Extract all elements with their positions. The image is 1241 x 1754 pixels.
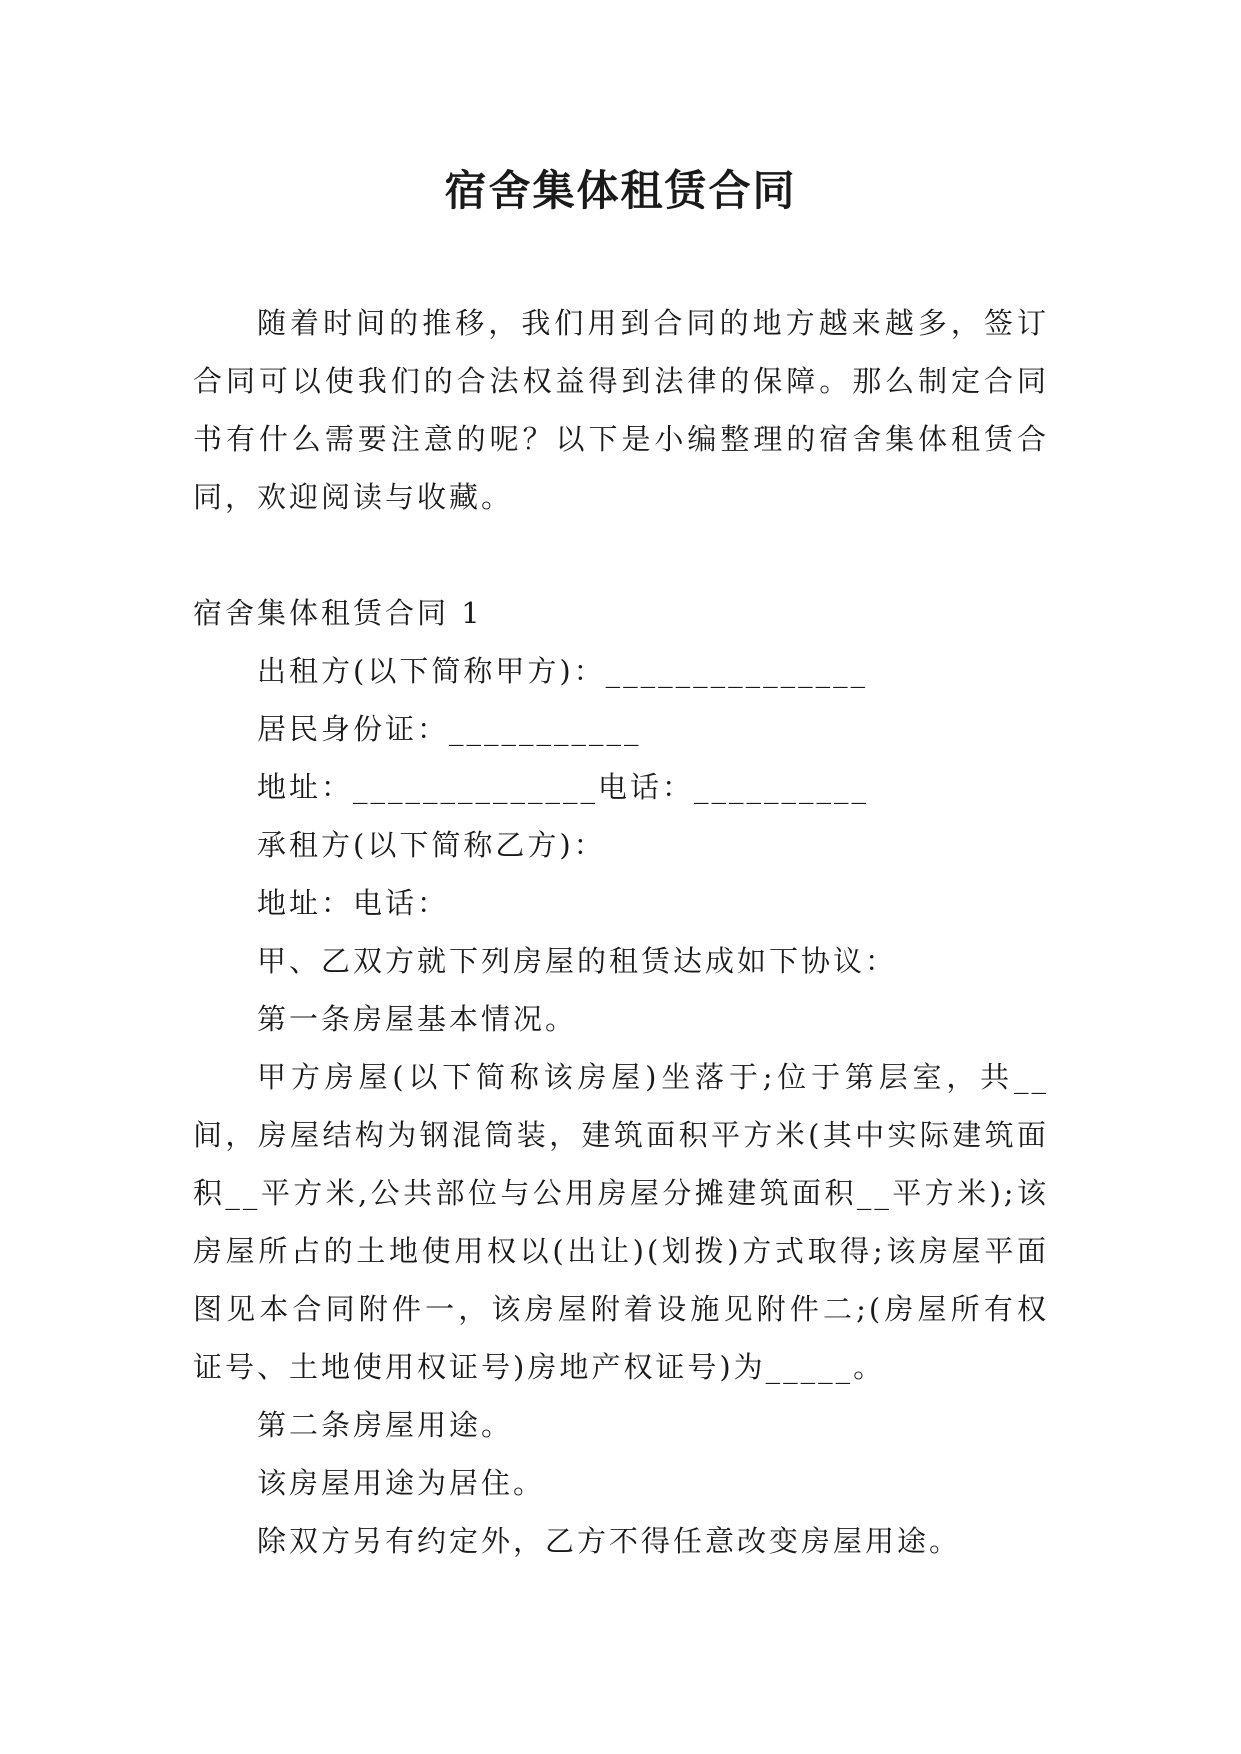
article-1-paragraph: 甲方房屋(以下简称该房屋)坐落于;位于第层室，共__间，房屋结构为钢混筒装，建筑面积平方米(其中实际建筑面积__平方米,公共部位与公用房屋分摊建筑面积__平方米);该房屋所占的土地使用权以(出让)(划拨)方式取得;该房屋平面图见本合同附件一，该房屋附着设施见附件二;(房屋所有权证号、土地使用权证号)房地产权证号)为_____。 xyxy=(193,1060,1049,1384)
address-phone-line: 地址：______________电话：__________ xyxy=(257,770,870,804)
article-2-restriction: 除双方另有约定外，乙方不得任意改变房屋用途。 xyxy=(257,1524,962,1558)
lessee-address-line: 地址：电话： xyxy=(257,886,450,920)
id-card-line: 居民身份证：___________ xyxy=(257,712,642,746)
paragraph-spacer xyxy=(193,526,1049,584)
lessor-line: 出租方(以下简称甲方)：_______________ xyxy=(257,654,869,688)
agreement-line: 甲、乙双方就下列房屋的租赁达成如下协议： xyxy=(257,944,898,978)
lessee-line: 承租方(以下简称乙方)： xyxy=(257,828,606,862)
document-title: 宿舍集体租赁合同 xyxy=(444,166,797,215)
article-2-heading: 第二条房屋用途。 xyxy=(257,1408,514,1442)
intro-paragraph: 随着时间的推移，我们用到合同的地方越来越多，签订合同可以使我们的合法权益得到法律的保障。那么制定合同书有什么需要注意的呢？以下是小编整理的宿舍集体租赁合同，欢迎阅读与收藏。 xyxy=(193,306,1049,514)
article-2-usage: 该房屋用途为居住。 xyxy=(257,1466,546,1500)
section-title: 宿舍集体租赁合同 1 xyxy=(193,596,483,630)
document-body xyxy=(193,294,1049,1570)
article-1-heading: 第一条房屋基本情况。 xyxy=(257,1002,578,1036)
